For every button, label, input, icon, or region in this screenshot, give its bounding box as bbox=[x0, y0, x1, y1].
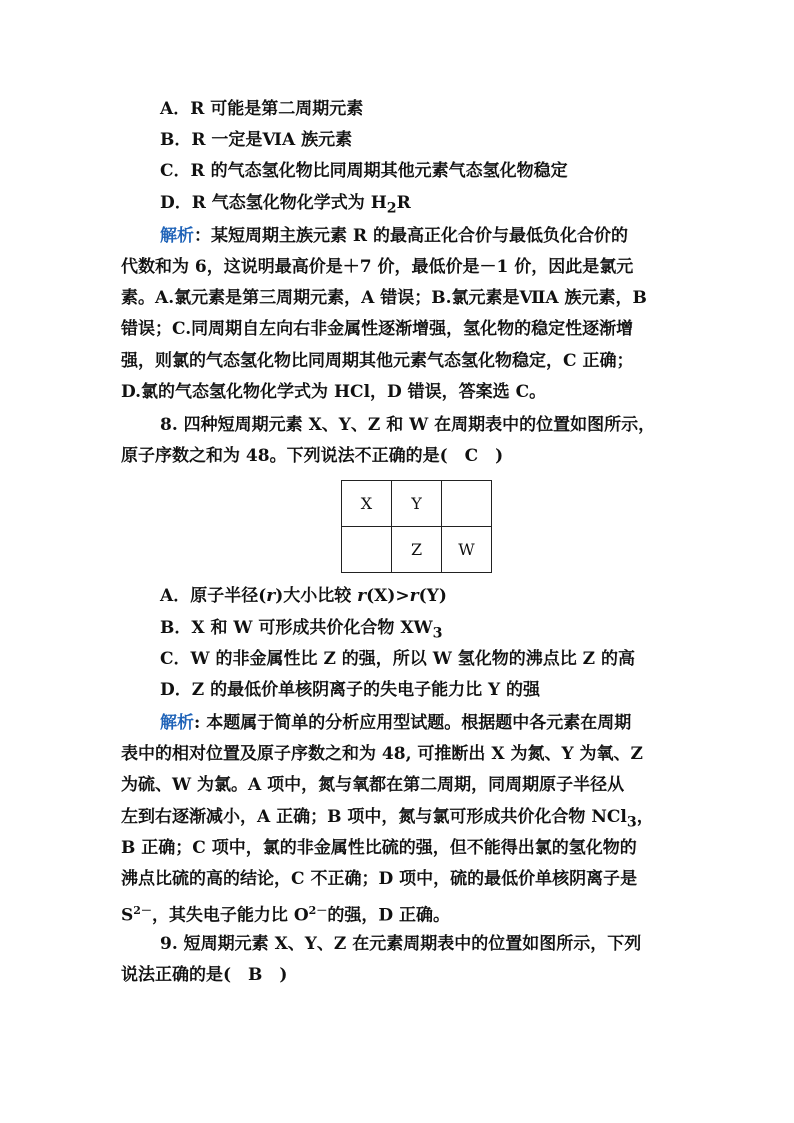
q8-analysis-text: : 本题属于简单的分析应用型试题。根据题中各元素在周期 bbox=[194, 713, 632, 733]
q7-option-a: A．R 可能是第二周期元素 bbox=[160, 99, 364, 119]
q8-option-b-subscript: 3 bbox=[432, 625, 443, 642]
analysis-label: 解析 bbox=[160, 226, 194, 246]
periodic-table-fragment bbox=[341, 480, 492, 573]
q7-option-b: B．R 一定是ⅥA 族元素 bbox=[160, 130, 353, 150]
q8-option-a bbox=[160, 585, 447, 607]
q8-option-c: C．W 的非金属性比 Z 的强，所以 W 氢化物的沸点比 Z 的高 bbox=[160, 649, 635, 669]
q8-analysis-text: 左到右逐渐减小，A 正确；B 项中，氮与氯可形成共价化合物 NCl bbox=[121, 807, 627, 827]
q8-option-a-text: A．原子半径( bbox=[160, 586, 267, 606]
q7-option-d-subscript: 2 bbox=[386, 200, 397, 217]
q8-stem-line-2: 原子序数之和为 48。下列说法不正确的是( C ) bbox=[121, 446, 504, 466]
q8-analysis-line-4 bbox=[121, 806, 654, 833]
q8-option-a-variable: r bbox=[357, 586, 367, 606]
q8-stem-line-1: 8. 四种短周期元素 X、Y、Z 和 W 在周期表中的位置如图所示， bbox=[160, 415, 656, 435]
table-cell: Y bbox=[392, 481, 442, 527]
q7-option-c: C．R 的气态氢化物比同周期其他元素气态氢化物稳定 bbox=[160, 161, 568, 181]
q8-option-b-text: B．X 和 W 可形成共价化合物 XW bbox=[160, 618, 433, 638]
q7-option-d bbox=[160, 192, 411, 219]
q7-analysis-line-3: 素。A.氯元素是第三周期元素，A 错误；B.氯元素是ⅦA 族元素，B bbox=[121, 288, 647, 308]
table-cell: X bbox=[342, 481, 392, 527]
q7-analysis-line-4: 错误；C.同周期自左向右非金属性逐渐增强，氢化物的稳定性逐渐增 bbox=[121, 319, 634, 339]
q8-analysis-line-5: B 正确；C 项中，氯的非金属性比硫的强，但不能得出氯的氢化物的 bbox=[121, 838, 637, 858]
q8-analysis-subscript: 3 bbox=[626, 814, 637, 831]
q9-stem-line-1: 9. 短周期元素 X、Y、Z 在元素周期表中的位置如图所示，下列 bbox=[160, 934, 642, 954]
q8-analysis-superscript: 2－ bbox=[133, 904, 152, 917]
q7-analysis-text: ：某短周期主族元素 R 的最高正化合价与最低负化合价的 bbox=[194, 226, 628, 246]
analysis-label: 解析 bbox=[160, 713, 194, 733]
q8-option-a-text: (X)> bbox=[366, 586, 410, 606]
q7-analysis-line-5: 强，则氯的气态氢化物比同周期其他元素气态氢化物稳定，C 正确； bbox=[121, 351, 634, 371]
table-cell bbox=[342, 527, 392, 573]
q8-option-d: D．Z 的最低价单核阴离子的失电子能力比 Y 的强 bbox=[160, 680, 541, 700]
q8-analysis-line-2: 表中的相对位置及原子序数之和为 48, 可推断出 X 为氮、Y 为氧、Z bbox=[121, 744, 643, 764]
table-cell: Z bbox=[392, 527, 442, 573]
q8-option-a-variable: r bbox=[266, 586, 276, 606]
q7-analysis-line-6: D.氯的气态氢化物化学式为 HCl，D 错误，答案选 C。 bbox=[121, 382, 547, 402]
q8-option-a-text: )大小比较 bbox=[275, 586, 358, 606]
q8-analysis-text: S bbox=[121, 905, 134, 926]
q8-analysis-line-6: 沸点比硫的高的结论，C 不正确；D 项中，硫的最低价单核阴离子是 bbox=[121, 869, 638, 889]
q7-option-d-text: D．R 气态氢化物化学式为 H bbox=[160, 193, 387, 213]
table-cell: W bbox=[442, 527, 492, 573]
q8-option-b bbox=[160, 617, 442, 644]
q7-option-d-text-end: R bbox=[396, 193, 411, 213]
q7-analysis-line-1 bbox=[160, 225, 628, 247]
q9-stem-line-2: 说法正确的是( B ) bbox=[121, 965, 288, 985]
q8-analysis-line-7 bbox=[121, 900, 450, 927]
q8-analysis-superscript: 2－ bbox=[308, 904, 328, 917]
table-cell bbox=[442, 481, 492, 527]
table-row bbox=[342, 527, 492, 573]
q8-analysis-text: 的强，D 正确。 bbox=[327, 905, 450, 926]
q8-option-a-text: (Y) bbox=[418, 586, 447, 606]
q8-analysis-line-1 bbox=[160, 712, 631, 734]
table-row bbox=[342, 481, 492, 527]
q8-analysis-line-3: 为硫、W 为氯。A 项中，氮与氧都在第二周期，同周期原子半径从 bbox=[121, 775, 625, 795]
q7-analysis-line-2: 代数和为 6，这说明最高价是＋7 价，最低价是－1 价，因此是氯元 bbox=[121, 257, 634, 277]
q8-analysis-text: ， bbox=[636, 807, 654, 827]
q8-analysis-text: ，其失电子能力比 O bbox=[151, 905, 309, 926]
q8-option-a-variable: r bbox=[409, 586, 419, 606]
